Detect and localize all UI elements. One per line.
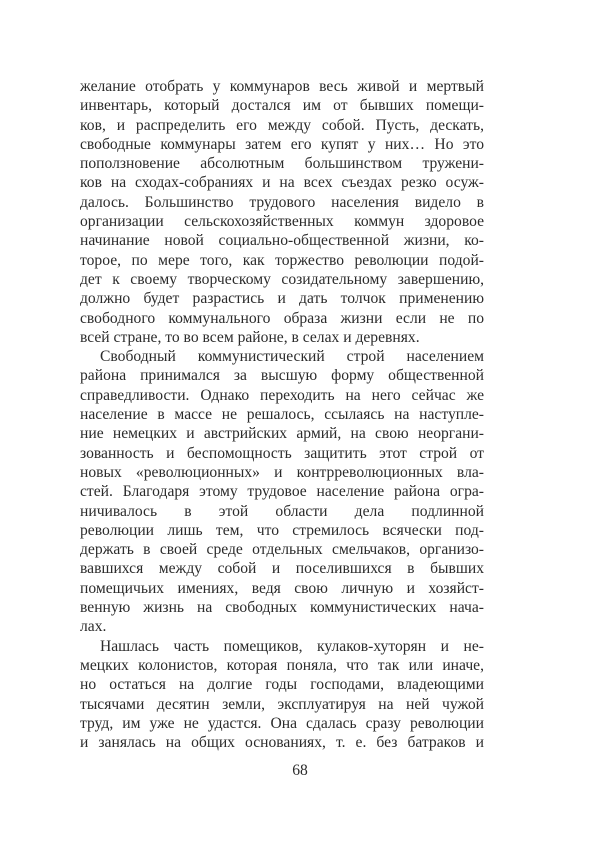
text-line: венную жизнь на свободных коммунистических нача- — [80, 599, 484, 617]
text-line: помещичьих имениях, ведя свою личную и хозяйст- — [80, 579, 484, 597]
paragraph — [80, 347, 484, 636]
paragraph — [80, 637, 484, 753]
text-line: свободные коммунары затем его купят у них… Но это — [80, 135, 484, 153]
text-line: вавшихся между собой и поселившихся в бывших — [80, 560, 484, 578]
text-line: и занялась на общих основаниях, т. е. без батраков и — [80, 734, 484, 752]
text-line: Свободный коммунистический строй населением — [100, 348, 484, 366]
text-line: должно будет разрастись и дать толчок применению — [80, 290, 484, 308]
text-line: новых «революционных» и контрреволюционных вла- — [80, 463, 484, 481]
text-line: дет к своему творческому созидательному завершению, — [80, 270, 484, 288]
text-line: желание отобрать у коммунаров весь живой и мертвый — [80, 78, 484, 95]
text-line: держать в своей среде отдельных смельчаков, организо- — [80, 541, 484, 559]
text-line: Нашлась часть помещиков, кулаков-хуторян и не- — [100, 637, 484, 655]
text-line: ничивалось в этой области дела подлинной — [80, 502, 484, 520]
page-body — [80, 77, 484, 752]
text-line: но остаться на долгие годы господами, владеющими — [80, 676, 484, 694]
text-line: мецких колонистов, которая поняла, что так или иначе, — [80, 656, 484, 674]
text-line: свободного коммунального образа жизни если не по — [80, 309, 484, 327]
paragraph — [80, 77, 484, 347]
text-line: торое, по мере того, как торжество революции подой- — [80, 251, 484, 269]
text-line: ков, и распределить его между собой. Пусть, дескать, — [80, 116, 484, 134]
text-line: начинание новой социально-общественной жизни, ко- — [80, 232, 484, 250]
text-line: революции лишь тем, что стремилось всячески под- — [80, 521, 484, 539]
text-line: ков на сходах-собраниях и на всех съездах резко осуж- — [80, 174, 484, 192]
text-line: организации сельскохозяйственных коммун здоровое — [80, 213, 484, 231]
text-line: труд, им уже не удастся. Она сдалась сразу революции — [80, 714, 484, 732]
text-line: района принимался за высшую форму общественной — [80, 367, 484, 385]
text-line: поползновение абсолютным большинством тружени- — [80, 155, 484, 173]
text-line: тысячами десятин земли, эксплуатируя на ней чужой — [80, 695, 484, 713]
page-number: 68 — [292, 762, 308, 779]
text-line: лах. — [80, 618, 107, 636]
text-line: инвентарь, который достался им от бывших помещи- — [80, 97, 484, 115]
text-line: всей стране, то во всем районе, в селах и деревнях. — [80, 328, 420, 346]
text-line: справедливости. Однако переходить на него сейчас же — [80, 386, 484, 404]
text-line: стей. Благодаря этому трудовое население района огра- — [80, 483, 484, 501]
text-line: зованность и беспомощность защитить этот строй от — [80, 444, 484, 462]
text-line: население в массе не решалось, ссылаясь на наступле- — [80, 406, 484, 424]
text-line: далось. Большинство трудового населения видело в — [80, 193, 484, 211]
text-line: ние немецких и австрийских армий, на свою неоргани- — [80, 425, 484, 443]
